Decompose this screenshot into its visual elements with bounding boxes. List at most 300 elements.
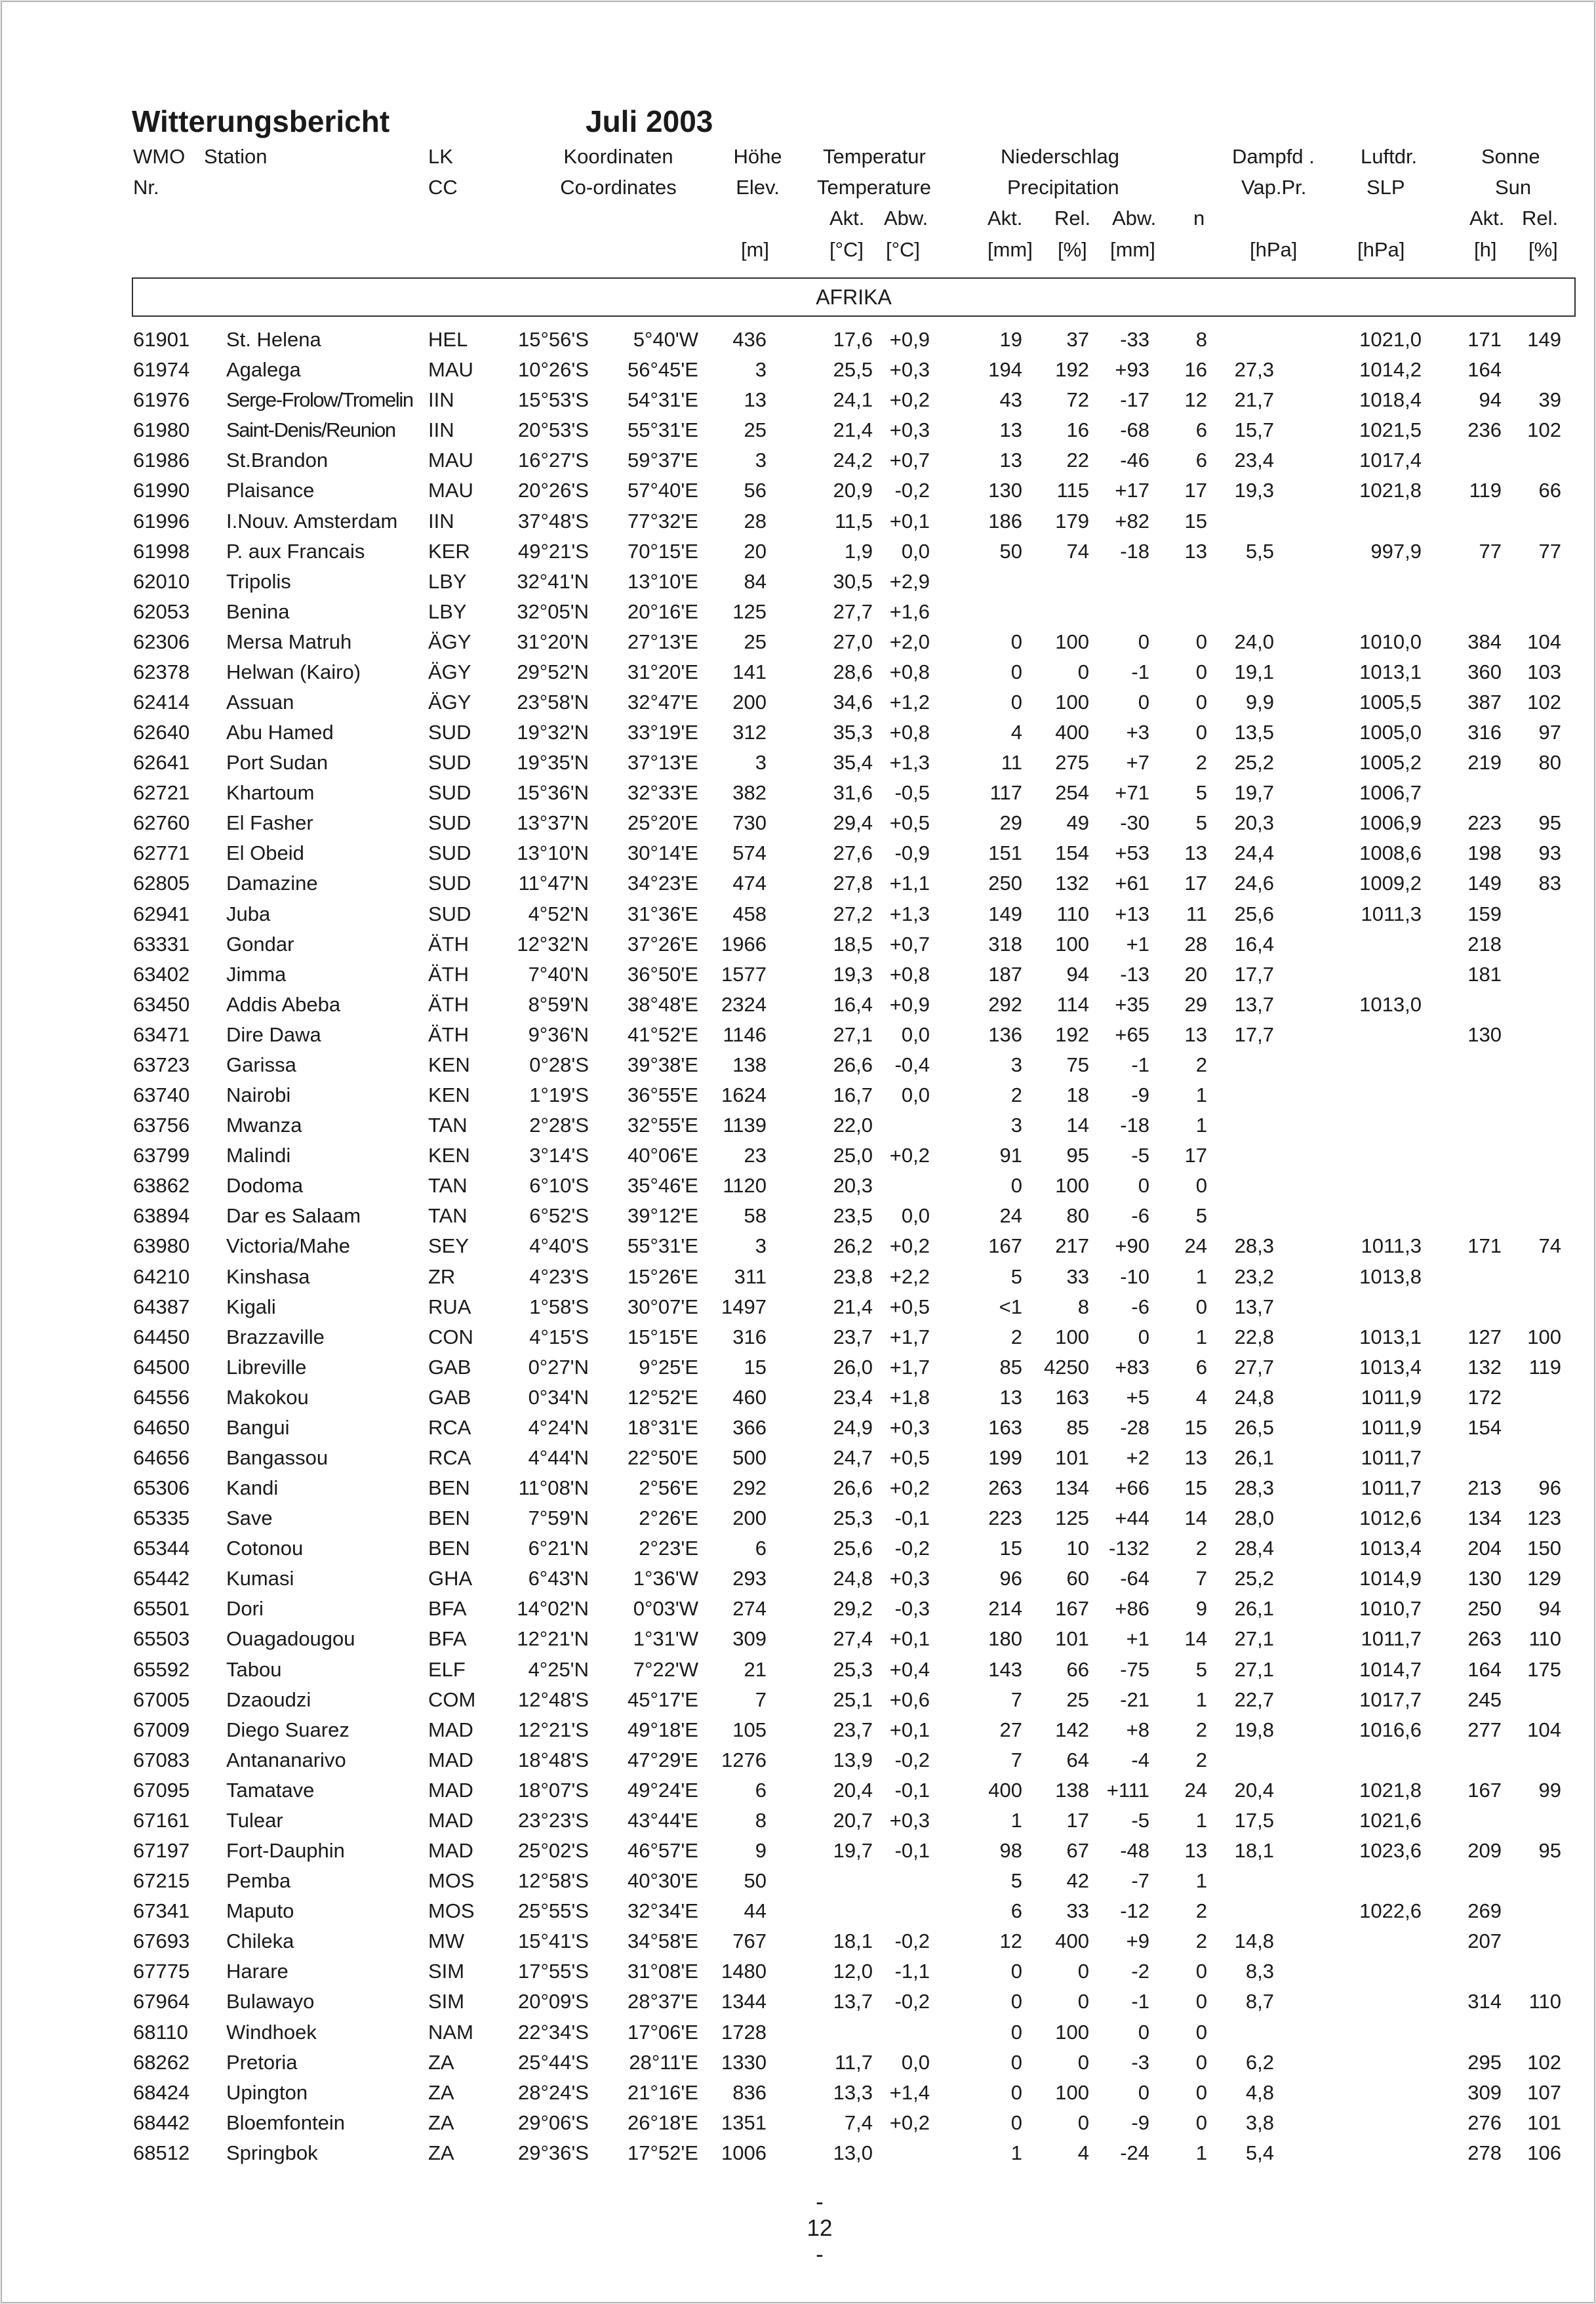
cell-wmo-nr: 64656	[133, 1446, 190, 1469]
cell-station-name: Pretoria	[226, 2050, 298, 2074]
cell-latitude: 29°06'S	[518, 2111, 589, 2134]
cell-sun-akt: 219	[1467, 751, 1502, 775]
cell-station-name: Mwanza	[226, 1114, 302, 1137]
cell-longitude: 31°20'E	[628, 660, 698, 683]
cell-prec-rel: 75	[1066, 1053, 1089, 1076]
cell-prec-n: 6	[1195, 449, 1207, 472]
cell-elevation: 1120	[723, 1174, 767, 1198]
cell-slp: 1011,7	[1361, 1476, 1422, 1499]
cell-temp-abw: +0,9	[889, 328, 930, 351]
cell-prec-abw: +65	[1115, 1022, 1149, 1046]
cell-temp-abw: 0,0	[901, 1083, 930, 1106]
cell-prec-n: 8	[1195, 328, 1207, 351]
cell-prec-akt: 5	[1010, 1869, 1022, 1893]
header-unit-m: [m]	[740, 238, 769, 261]
cell-station-name: Pemba	[226, 1869, 291, 1893]
cell-latitude: 49°21'S	[518, 539, 589, 563]
cell-prec-n: 13	[1184, 1446, 1207, 1469]
header-nr: Nr.	[133, 176, 159, 199]
cell-prec-akt: 186	[988, 509, 1022, 533]
cell-prec-abw: -1	[1131, 1990, 1149, 2013]
cell-prec-rel: 72	[1066, 388, 1089, 412]
cell-station-name: Kigali	[226, 1295, 276, 1318]
cell-prec-abw: -9	[1131, 2111, 1149, 2134]
cell-prec-rel: 37	[1066, 328, 1089, 351]
cell-latitude: 19°32'N	[517, 721, 589, 744]
cell-wmo-nr: 61998	[133, 539, 190, 563]
cell-country-code: KER	[428, 539, 470, 563]
cell-station-name: Makokou	[226, 1385, 309, 1409]
cell-sun-rel: 110	[1528, 1990, 1561, 2013]
cell-sun-akt: 130	[1467, 1022, 1502, 1046]
cell-country-code: ZR	[428, 1264, 456, 1288]
cell-temp-akt: 20,4	[833, 1778, 873, 1802]
cell-vap-pr: 13,7	[1234, 1295, 1274, 1318]
cell-latitude: 18°48'S	[518, 1748, 589, 1771]
cell-elevation: 28	[744, 509, 767, 533]
cell-country-code: MAD	[428, 1808, 473, 1832]
cell-country-code: LBY	[428, 569, 467, 593]
cell-temp-abw: +2,2	[889, 1264, 930, 1288]
cell-prec-akt: 0	[1010, 2111, 1022, 2134]
cell-temp-abw: +0,2	[889, 2111, 930, 2134]
cell-station-name: Nairobi	[226, 1083, 291, 1106]
cell-sun-akt: 207	[1467, 1930, 1502, 1953]
cell-temp-abw: +0,3	[889, 1567, 930, 1590]
cell-station-name: Save	[226, 1506, 273, 1530]
header-prec-n: n	[1193, 207, 1205, 230]
cell-vap-pr: 28,4	[1234, 1537, 1274, 1560]
cell-prec-akt: 0	[1010, 630, 1022, 653]
cell-prec-abw: 0	[1138, 2080, 1149, 2104]
cell-temp-abw: +0,2	[889, 1476, 930, 1499]
cell-elevation: 382	[732, 781, 767, 805]
cell-prec-abw: +8	[1126, 1718, 1149, 1741]
cell-sun-rel: 119	[1528, 1355, 1561, 1379]
cell-temp-akt: 21,4	[833, 418, 873, 442]
cell-temp-abw: 0,0	[901, 1204, 930, 1228]
cell-prec-abw: -5	[1131, 1144, 1149, 1167]
cell-prec-abw: +13	[1115, 902, 1149, 925]
cell-country-code: TAN	[428, 1114, 468, 1137]
cell-country-code: BFA	[428, 1597, 467, 1621]
cell-prec-akt: 12	[999, 1930, 1022, 1953]
cell-station-name: Port Sudan	[226, 751, 329, 775]
cell-wmo-nr: 65592	[133, 1657, 190, 1681]
cell-longitude: 39°38'E	[628, 1053, 698, 1076]
cell-prec-rel: 22	[1066, 449, 1089, 472]
cell-prec-abw: +1	[1126, 932, 1149, 956]
cell-vap-pr: 27,7	[1234, 1355, 1274, 1379]
cell-vap-pr: 26,1	[1234, 1446, 1274, 1469]
cell-vap-pr: 20,4	[1234, 1778, 1274, 1802]
cell-slp: 1011,3	[1361, 902, 1422, 925]
cell-station-name: P. aux Francais	[226, 539, 365, 563]
cell-station-name: Ouagadougou	[226, 1627, 355, 1651]
cell-prec-abw: -64	[1120, 1567, 1149, 1590]
cell-prec-n: 7	[1195, 1567, 1207, 1590]
cell-country-code: SEY	[428, 1234, 469, 1258]
cell-wmo-nr: 61996	[133, 509, 190, 533]
cell-wmo-nr: 64650	[133, 1415, 190, 1439]
cell-longitude: 0°03'W	[633, 1597, 698, 1621]
cell-prec-n: 2	[1195, 1537, 1207, 1560]
cell-prec-abw: -18	[1120, 539, 1149, 563]
cell-sun-akt: 134	[1467, 1506, 1502, 1530]
cell-wmo-nr: 67083	[133, 1748, 190, 1771]
cell-prec-akt: 4	[1010, 721, 1022, 744]
cell-longitude: 46°57'E	[628, 1839, 698, 1862]
cell-prec-n: 0	[1195, 691, 1207, 714]
cell-longitude: 2°23'E	[639, 1537, 698, 1560]
cell-sun-rel: 83	[1538, 872, 1561, 895]
cell-prec-n: 4	[1195, 1385, 1207, 1409]
header-prec-unit-2: [%]	[1058, 238, 1087, 261]
cell-station-name: Juba	[226, 902, 271, 925]
cell-station-name: Saint-Denis/Reunion	[226, 418, 395, 442]
cell-latitude: 15°53'S	[518, 388, 589, 412]
cell-country-code: MAU	[428, 479, 473, 502]
cell-prec-akt: 0	[1010, 2020, 1022, 2044]
cell-prec-n: 0	[1195, 660, 1207, 683]
cell-prec-n: 29	[1184, 992, 1207, 1016]
cell-prec-abw: 0	[1138, 1325, 1149, 1348]
cell-sun-akt: 278	[1467, 2141, 1502, 2164]
cell-temp-akt: 24,8	[833, 1567, 873, 1590]
cell-prec-rel: 100	[1055, 932, 1089, 956]
cell-wmo-nr: 64387	[133, 1295, 190, 1318]
cell-sun-akt: 213	[1467, 1476, 1502, 1499]
cell-longitude: 13°10'E	[628, 569, 698, 593]
cell-prec-akt: 5	[1010, 1264, 1022, 1288]
cell-prec-n: 12	[1184, 388, 1207, 412]
cell-prec-akt: 194	[988, 358, 1022, 382]
cell-slp: 1013,0	[1359, 992, 1422, 1016]
cell-country-code: MAU	[428, 449, 473, 472]
cell-vap-pr: 5,4	[1245, 2141, 1274, 2164]
cell-slp: 1021,8	[1359, 1778, 1422, 1802]
cell-station-name: Addis Abeba	[226, 992, 341, 1016]
cell-country-code: GHA	[428, 1567, 473, 1590]
cell-prec-akt: 0	[1010, 1990, 1022, 2013]
cell-prec-abw: +9	[1126, 1930, 1149, 1953]
cell-slp: 1023,6	[1359, 1839, 1422, 1862]
cell-prec-abw: +61	[1115, 872, 1149, 895]
cell-prec-abw: -1	[1131, 1053, 1149, 1076]
cell-longitude: 34°23'E	[628, 872, 698, 895]
cell-vap-pr: 13,7	[1234, 992, 1274, 1016]
cell-prec-akt: 1	[1010, 2141, 1022, 2164]
cell-country-code: TAN	[428, 1204, 468, 1228]
header-cc: CC	[428, 176, 458, 199]
cell-temp-akt: 27,8	[833, 872, 873, 895]
cell-country-code: IIN	[428, 388, 454, 412]
cell-prec-akt: 50	[999, 539, 1022, 563]
cell-prec-akt: 1	[1010, 1808, 1022, 1832]
cell-prec-rel: 0	[1077, 2111, 1089, 2134]
cell-vap-pr: 21,7	[1234, 388, 1274, 412]
cell-prec-rel: 85	[1066, 1415, 1089, 1439]
cell-prec-akt: 85	[999, 1355, 1022, 1379]
header-lk: LK	[428, 145, 453, 168]
cell-longitude: 39°12'E	[628, 1204, 698, 1228]
cell-prec-rel: 110	[1056, 902, 1089, 925]
cell-prec-n: 0	[1195, 630, 1207, 653]
cell-wmo-nr: 62941	[133, 902, 190, 925]
cell-station-name: Bangui	[226, 1415, 290, 1439]
cell-longitude: 70°15'E	[628, 539, 698, 563]
cell-temp-abw: -0,9	[894, 841, 930, 865]
cell-elevation: 767	[732, 1930, 767, 1953]
cell-sun-akt: 209	[1467, 1839, 1502, 1862]
cell-prec-akt: 27	[999, 1718, 1022, 1741]
cell-country-code: SIM	[428, 1960, 465, 1983]
cell-prec-abw: -10	[1120, 1264, 1149, 1288]
cell-temp-abw: +0,7	[889, 449, 930, 472]
cell-wmo-nr: 63402	[133, 962, 190, 986]
cell-sun-akt: 171	[1467, 1234, 1502, 1258]
cell-wmo-nr: 65442	[133, 1567, 190, 1590]
cell-sun-akt: 277	[1467, 1718, 1502, 1741]
cell-sun-akt: 77	[1479, 539, 1502, 563]
cell-station-name: Mersa Matruh	[226, 630, 352, 653]
cell-slp: 1006,9	[1359, 811, 1422, 835]
cell-country-code: SIM	[428, 1990, 465, 2013]
cell-vap-pr: 17,7	[1234, 962, 1274, 986]
cell-vap-pr: 19,3	[1234, 479, 1274, 502]
cell-prec-rel: 115	[1056, 479, 1089, 502]
cell-vap-pr: 24,6	[1234, 872, 1274, 895]
cell-temp-abw: +0,3	[889, 1808, 930, 1832]
cell-wmo-nr: 68424	[133, 2080, 190, 2104]
cell-prec-abw: -6	[1131, 1295, 1149, 1318]
cell-temp-abw: 0,0	[901, 2050, 930, 2074]
cell-vap-pr: 8,3	[1245, 1960, 1274, 1983]
cell-elevation: 8	[755, 1808, 767, 1832]
cell-latitude: 6°21'N	[528, 1537, 589, 1560]
cell-prec-akt: 263	[988, 1476, 1022, 1499]
cell-sun-akt: 250	[1467, 1597, 1502, 1621]
cell-country-code: MOS	[428, 1899, 475, 1923]
cell-country-code: ÄTH	[428, 962, 469, 986]
cell-prec-n: 16	[1184, 358, 1207, 382]
cell-temp-akt: 26,6	[833, 1053, 873, 1076]
cell-sun-rel: 93	[1538, 841, 1561, 865]
cell-sun-akt: 149	[1467, 872, 1502, 895]
cell-temp-abw: +0,3	[889, 1415, 930, 1439]
cell-prec-n: 13	[1184, 1839, 1207, 1862]
cell-vap-pr: 19,8	[1234, 1718, 1274, 1741]
cell-slp: 1008,6	[1359, 841, 1422, 865]
cell-temp-abw: +1,7	[889, 1325, 930, 1348]
cell-station-name: Assuan	[226, 691, 294, 714]
cell-prec-n: 1	[1195, 1808, 1207, 1832]
cell-temp-akt: 13,7	[833, 1990, 873, 2013]
cell-elevation: 474	[732, 872, 767, 895]
cell-wmo-nr: 63740	[133, 1083, 190, 1106]
cell-sun-rel: 149	[1527, 328, 1561, 351]
cell-prec-akt: 180	[988, 1627, 1022, 1651]
cell-elevation: 84	[744, 569, 767, 593]
cell-longitude: 22°50'E	[628, 1446, 698, 1469]
cell-prec-akt: 7	[1010, 1688, 1022, 1711]
cell-latitude: 0°28'S	[529, 1053, 589, 1076]
cell-elevation: 6	[755, 1778, 767, 1802]
cell-latitude: 0°27'N	[528, 1355, 589, 1379]
cell-longitude: 36°50'E	[628, 962, 698, 986]
cell-station-name: I.Nouv. Amsterdam	[226, 509, 398, 533]
cell-elevation: 3	[755, 449, 767, 472]
cell-prec-rel: 94	[1066, 962, 1089, 986]
cell-sun-rel: 129	[1527, 1567, 1561, 1590]
cell-sun-akt: 94	[1479, 388, 1502, 412]
cell-prec-akt: 117	[989, 781, 1022, 805]
cell-prec-rel: 138	[1055, 1778, 1089, 1802]
cell-prec-akt: 318	[988, 932, 1022, 956]
cell-sun-akt: 314	[1467, 1990, 1502, 2013]
cell-temp-akt: 25,0	[833, 1144, 873, 1167]
cell-longitude: 21°16'E	[628, 2080, 698, 2104]
cell-wmo-nr: 62641	[133, 751, 190, 775]
cell-temp-akt: 23,5	[833, 1204, 873, 1228]
cell-wmo-nr: 62771	[133, 841, 190, 865]
cell-elevation: 6	[755, 1537, 767, 1560]
cell-prec-rel: 17	[1066, 1808, 1089, 1832]
cell-longitude: 20°16'E	[628, 599, 698, 623]
cell-country-code: KEN	[428, 1053, 470, 1076]
cell-vap-pr: 22,7	[1234, 1688, 1274, 1711]
cell-slp: 1021,8	[1359, 479, 1422, 502]
cell-prec-rel: 49	[1066, 811, 1089, 835]
cell-country-code: ZA	[428, 2111, 454, 2134]
cell-wmo-nr: 67215	[133, 1869, 190, 1893]
cell-sun-rel: 175	[1527, 1657, 1561, 1681]
cell-temp-abw: +0,2	[889, 1234, 930, 1258]
cell-latitude: 25°55'S	[518, 1899, 589, 1923]
cell-country-code: ÄTH	[428, 992, 469, 1016]
header-temperatur: Temperatur	[823, 145, 926, 168]
header-prec-abw: Abw.	[1112, 207, 1157, 230]
cell-temp-akt: 26,2	[833, 1234, 873, 1258]
cell-prec-abw: 0	[1138, 691, 1149, 714]
cell-prec-rel: 400	[1055, 721, 1089, 744]
cell-elevation: 23	[744, 1144, 767, 1167]
cell-wmo-nr: 63862	[133, 1174, 190, 1198]
cell-prec-akt: 96	[999, 1567, 1022, 1590]
cell-vap-pr: 8,7	[1245, 1990, 1274, 2013]
cell-longitude: 32°33'E	[628, 781, 698, 805]
cell-elevation: 13	[744, 388, 767, 412]
cell-elevation: 1330	[721, 2050, 767, 2074]
cell-vap-pr: 17,5	[1234, 1808, 1274, 1832]
cell-prec-n: 20	[1184, 962, 1207, 986]
cell-prec-akt: 400	[988, 1778, 1022, 1802]
cell-elevation: 1480	[721, 1960, 767, 1983]
cell-prec-rel: 154	[1055, 841, 1089, 865]
cell-country-code: SUD	[428, 841, 471, 865]
cell-country-code: SUD	[428, 872, 471, 895]
header-hoehe: Höhe	[733, 145, 782, 168]
cell-latitude: 4°23'S	[529, 1264, 589, 1288]
cell-temp-abw: +0,3	[889, 418, 930, 442]
cell-country-code: MOS	[428, 1869, 475, 1893]
cell-prec-akt: 11	[1001, 751, 1022, 775]
header-station: Station	[204, 145, 268, 168]
header-koordinaten: Koordinaten	[563, 145, 673, 168]
cell-sun-rel: 101	[1527, 2111, 1561, 2134]
cell-temp-akt: 27,6	[833, 841, 873, 865]
cell-prec-abw: +17	[1115, 479, 1149, 502]
cell-sun-rel: 97	[1538, 721, 1561, 744]
cell-temp-abw: +0,6	[889, 1688, 930, 1711]
cell-sun-akt: 164	[1467, 358, 1502, 382]
cell-longitude: 31°08'E	[628, 1960, 698, 1983]
cell-latitude: 0°34'N	[528, 1385, 589, 1409]
cell-elevation: 56	[744, 479, 767, 502]
cell-station-name: Upington	[226, 2080, 308, 2104]
cell-longitude: 34°58'E	[628, 1930, 698, 1953]
cell-prec-akt: 13	[999, 1385, 1022, 1409]
cell-prec-rel: 167	[1055, 1597, 1089, 1621]
header-luftdr: Luftdr.	[1361, 145, 1418, 168]
cell-station-name: Tamatave	[226, 1778, 315, 1802]
cell-temp-abw: +0,8	[889, 962, 930, 986]
cell-latitude: 23°23'S	[518, 1808, 589, 1832]
cell-temp-abw: +1,4	[889, 2080, 930, 2104]
cell-elevation: 25	[744, 418, 767, 442]
cell-elevation: 274	[732, 1597, 767, 1621]
cell-elevation: 200	[732, 691, 767, 714]
cell-latitude: 20°26'S	[518, 479, 589, 502]
cell-prec-abw: -9	[1131, 1083, 1149, 1106]
cell-wmo-nr: 68110	[133, 2020, 188, 2044]
cell-country-code: ELF	[428, 1657, 466, 1681]
cell-country-code: ÄGY	[428, 630, 471, 653]
cell-station-name: Kandi	[226, 1476, 279, 1499]
cell-wmo-nr: 63894	[133, 1204, 190, 1228]
cell-station-name: Kinshasa	[226, 1264, 310, 1288]
cell-vap-pr: 18,1	[1234, 1839, 1274, 1862]
cell-sun-akt: 269	[1467, 1899, 1502, 1923]
cell-country-code: BEN	[428, 1476, 470, 1499]
cell-station-name: Dodoma	[226, 1174, 304, 1198]
cell-country-code: MAD	[428, 1718, 473, 1741]
cell-temp-akt: 26,0	[833, 1355, 873, 1379]
cell-country-code: MAD	[428, 1778, 473, 1802]
cell-elevation: 44	[744, 1899, 767, 1923]
cell-longitude: 28°37'E	[628, 1990, 698, 2013]
header-precipitation: Precipitation	[1007, 176, 1119, 199]
cell-prec-n: 17	[1184, 1144, 1207, 1167]
region-label: AFRIKA	[816, 285, 892, 309]
cell-vap-pr: 26,5	[1234, 1415, 1274, 1439]
cell-prec-abw: +7	[1126, 751, 1149, 775]
cell-slp: 1016,6	[1359, 1718, 1422, 1741]
cell-vap-pr: 25,6	[1234, 902, 1274, 925]
cell-prec-n: 5	[1195, 1657, 1207, 1681]
cell-sun-rel: 66	[1538, 479, 1561, 502]
cell-temp-abw: -0,2	[894, 479, 930, 502]
cell-country-code: ÄTH	[428, 1022, 469, 1046]
cell-prec-n: 13	[1184, 841, 1207, 865]
cell-wmo-nr: 68262	[133, 2050, 190, 2074]
cell-sun-akt: 245	[1467, 1688, 1502, 1711]
cell-country-code: ZA	[428, 2050, 454, 2074]
header-sun-unit-1: [h]	[1474, 238, 1497, 261]
cell-prec-n: 24	[1184, 1778, 1207, 1802]
cell-prec-rel: 16	[1066, 418, 1089, 442]
cell-sun-rel: 102	[1527, 2050, 1561, 2074]
